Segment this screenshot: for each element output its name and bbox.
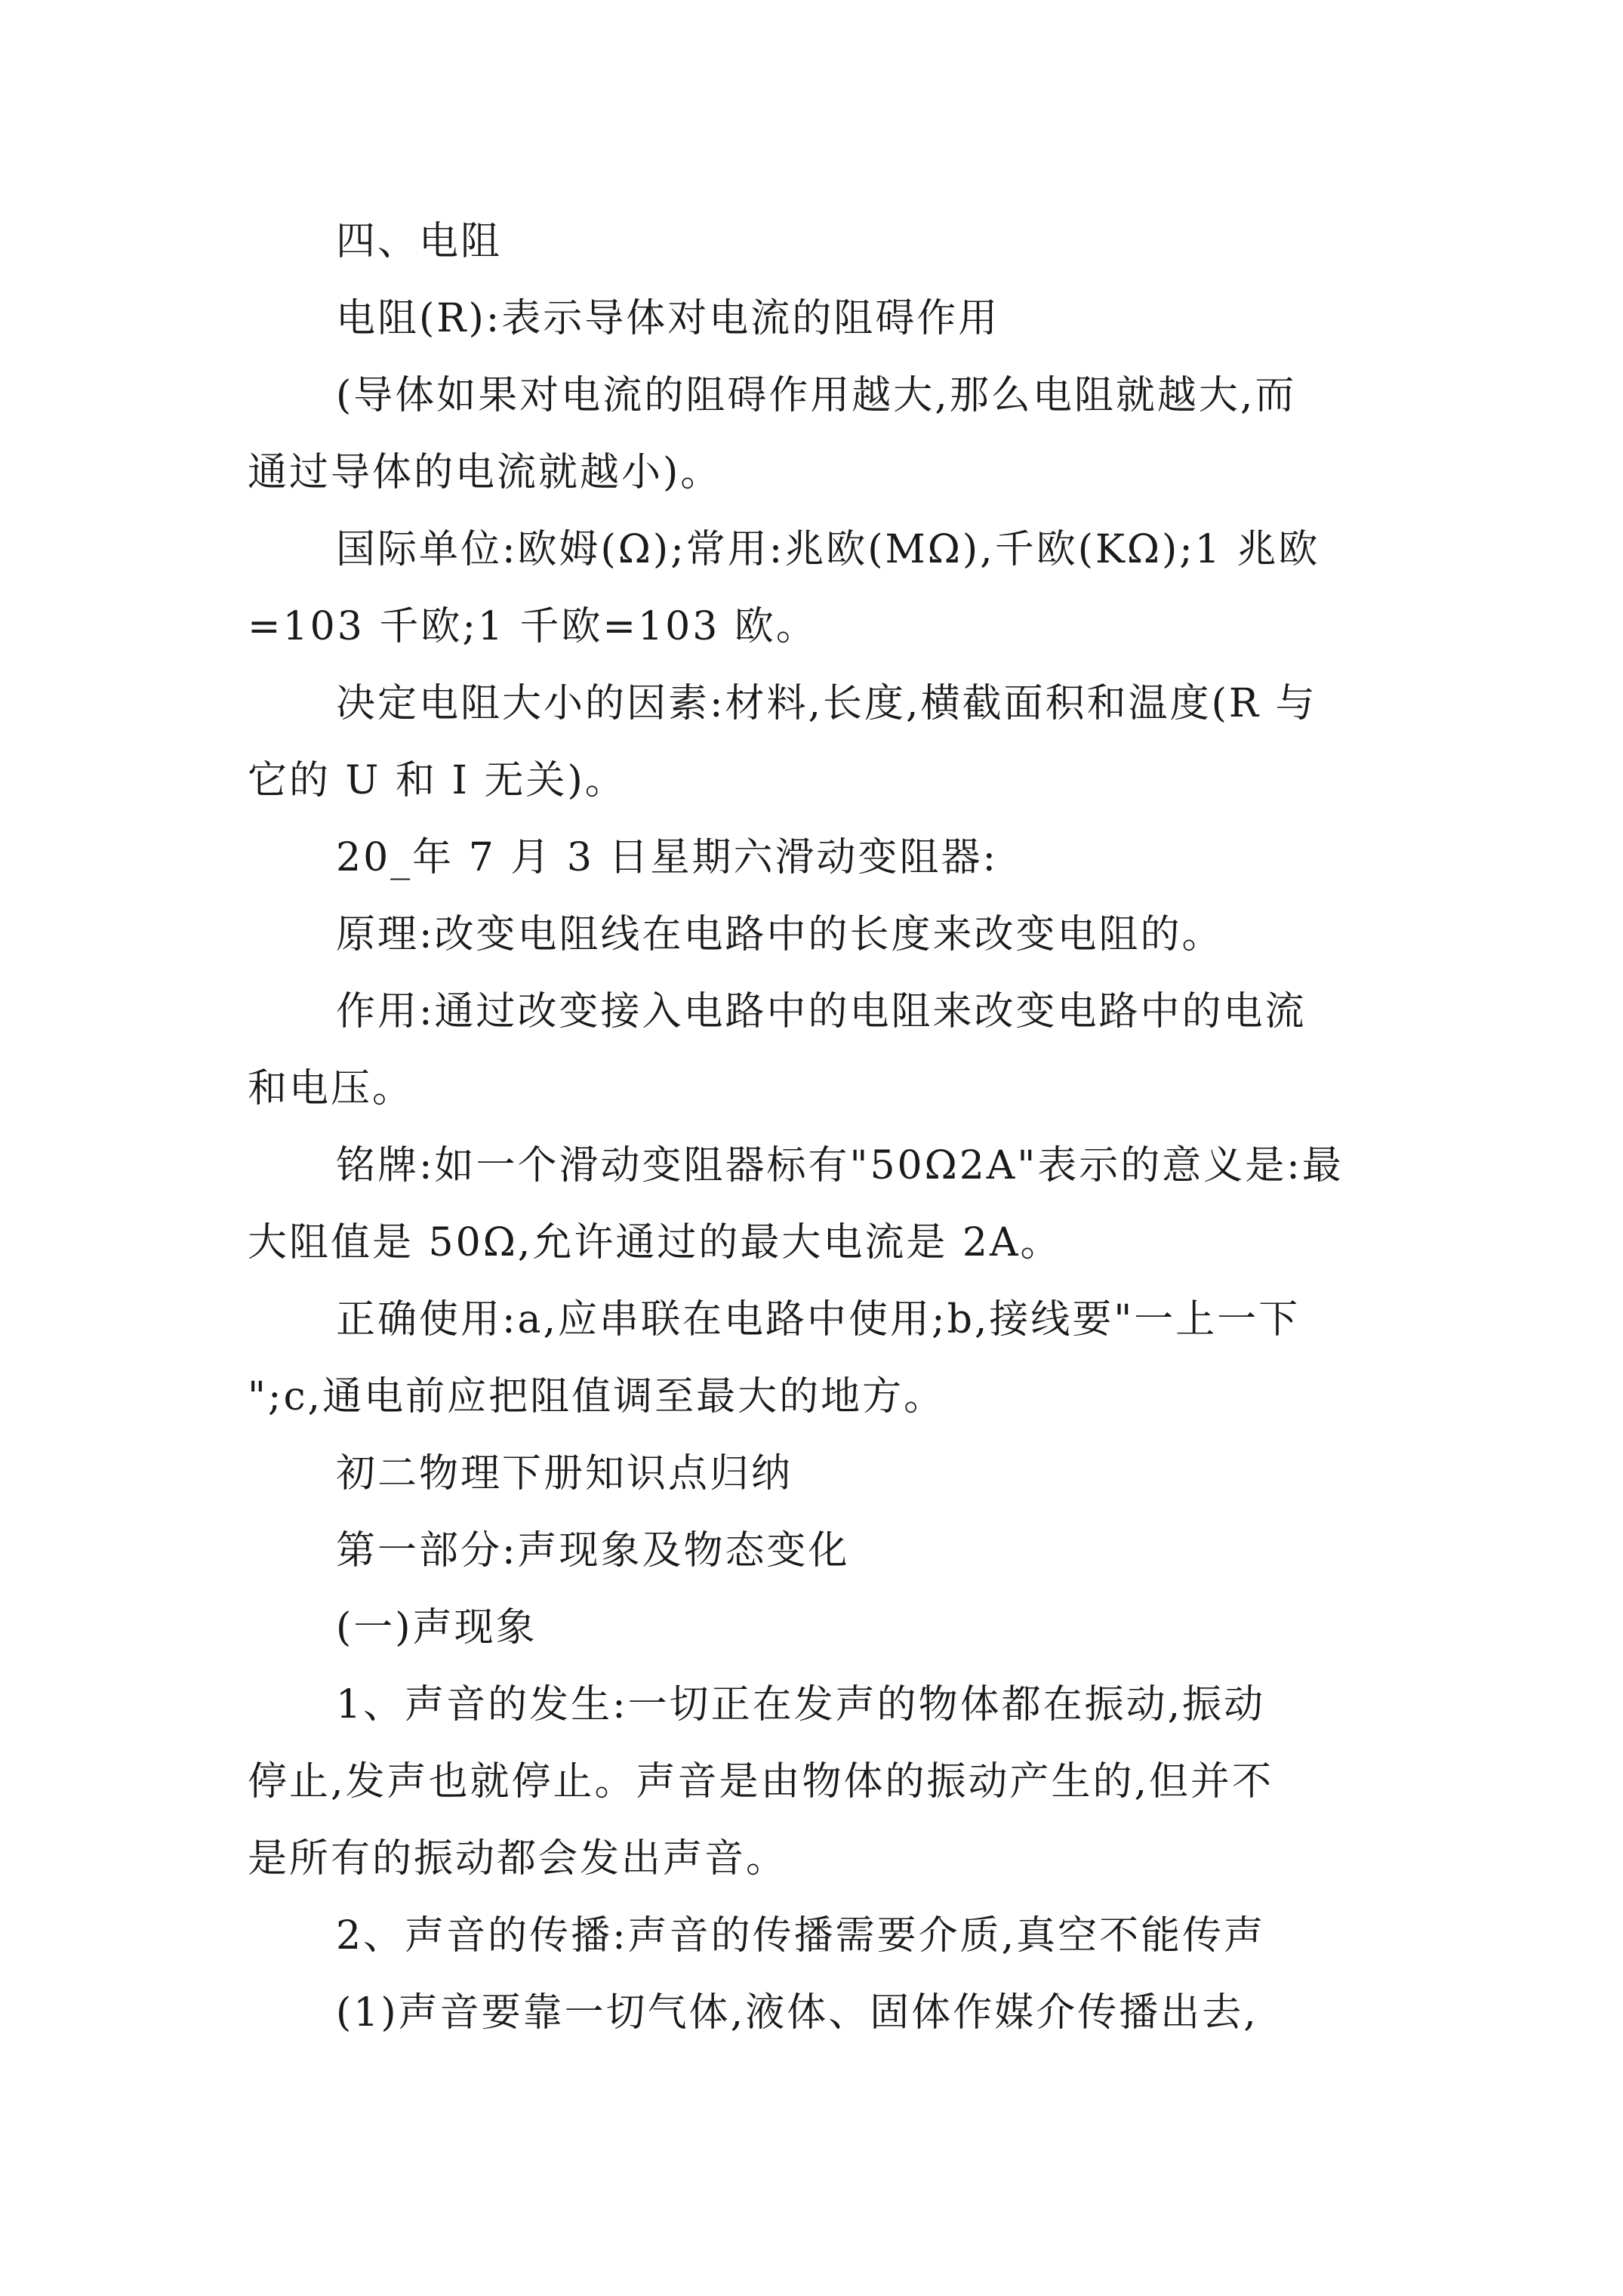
paragraph-line: 是所有的振动都会发出声音。 [248,1836,788,1881]
paragraph-line: 决定电阻大小的因素:材料,长度,横截面积和温度(R 与 [336,681,1317,726]
paragraph-line: 铭牌:如一个滑动变阻器标有"50Ω2A"表示的意义是:最 [336,1143,1344,1188]
part-heading: 第一部分:声现象及物态变化 [336,1528,850,1573]
paragraph-line: 原理:改变电阻线在电路中的长度来改变电阻的。 [336,912,1224,957]
paragraph-line: (导体如果对电流的阻碍作用越大,那么电阻就越大,而 [336,373,1297,418]
paragraph-line: =103 千欧;1 千欧=103 欧。 [248,604,818,649]
paragraph-line: 2、声音的传播:声音的传播需要介质,真空不能传声 [336,1913,1266,1959]
paragraph-line: (1)声音要靠一切气体,液体、固体作媒介传播出去, [336,1990,1258,2036]
paragraph-line: 作用:通过改变接入电路中的电阻来改变电路中的电流 [336,989,1307,1034]
paragraph-line: 1、声音的发生:一切正在发声的物体都在振动,振动 [336,1682,1266,1727]
paragraph-line: 大阻值是 50Ω,允许通过的最大电流是 2A。 [248,1220,1062,1265]
section-heading: 四、电阻 [336,219,503,264]
paragraph-line: 20_年 7 月 3 日星期六滑动变阻器: [336,835,998,880]
paragraph-line: 正确使用:a,应串联在电路中使用;b,接线要"一上一下 [336,1297,1301,1342]
paragraph-line: 它的 U 和 I 无关)。 [248,758,627,803]
paragraph-line: 国际单位:欧姆(Ω);常用:兆欧(MΩ),千欧(KΩ);1 兆欧 [336,527,1320,572]
paragraph-line: 停止,发声也就停止。声音是由物体的振动产生的,但并不 [248,1759,1274,1804]
paragraph-line: ";c,通电前应把阻值调至最大的地方。 [248,1374,946,1419]
subsection-heading: (一)声现象 [336,1605,537,1650]
paragraph-line: 通过导体的电流就越小)。 [248,450,722,495]
paragraph-line: 电阻(R):表示导体对电流的阻碍作用 [336,296,1000,341]
document-title: 初二物理下册知识点归纳 [336,1451,793,1496]
paragraph-line: 和电压。 [248,1066,414,1111]
